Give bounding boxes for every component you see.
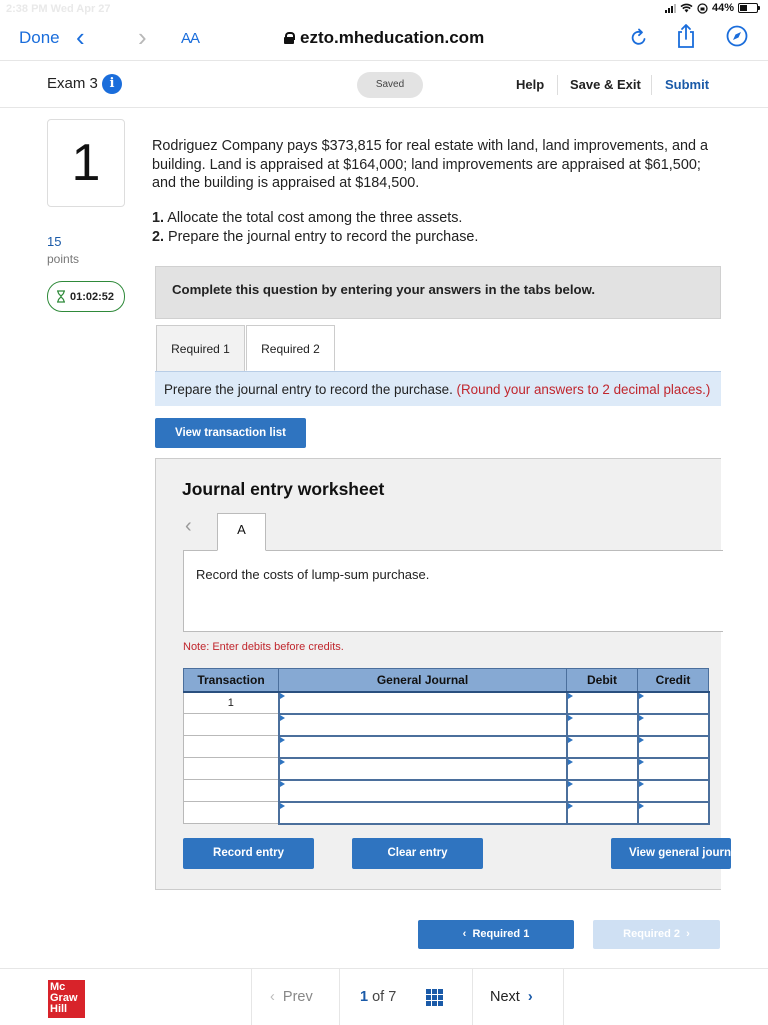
status-indicators [665,2,758,14]
prompt-text: Prepare the journal entry to record the purchase. (Round your answers to 2 decimal places.) [164,382,711,397]
entry-description: Record the costs of lump-sum purchase. [196,567,430,582]
credit-input[interactable] [638,758,709,780]
general-journal-input[interactable] [279,780,567,802]
address-bar[interactable] [284,28,484,48]
question-step: 2. Prepare the journal entry to record the purchase. [152,229,479,245]
divider [557,75,558,95]
share-icon[interactable] [675,23,697,49]
view-general-journal-button[interactable]: View general journal [611,838,731,869]
exam-title: Exam 3 [47,75,98,92]
view-transaction-list-button[interactable]: View transaction list [155,418,306,448]
signal-icon [665,3,676,13]
exam-header [0,60,768,108]
credit-input[interactable] [638,736,709,758]
question-steps [152,209,478,247]
saved-status-badge: Saved [357,72,423,98]
clear-entry-button[interactable]: Clear entry [352,838,483,869]
chevron-right-icon: › [686,928,690,940]
wifi-icon [680,3,693,13]
divider [251,969,252,1025]
prev-button[interactable]: ‹ Prev [270,989,313,1005]
credit-input[interactable] [638,802,709,824]
previous-entry-chevron-icon[interactable]: ‹ [185,515,192,537]
debit-input[interactable] [567,758,638,780]
general-journal-input[interactable] [279,758,567,780]
save-exit-link[interactable]: Save & Exit [570,77,641,92]
table-row [184,802,709,824]
reload-icon[interactable] [629,26,649,48]
credit-input[interactable] [638,692,709,714]
timer-badge [47,281,125,312]
back-chevron-icon[interactable]: ‹ [76,22,85,52]
submit-link[interactable]: Submit [665,77,710,92]
points-value: 15 [47,234,62,249]
help-link[interactable]: Help [516,77,545,92]
transaction-cell [184,802,279,824]
tab-required-1[interactable]: Required 1 [156,325,245,371]
question-text: Rodriguez Company pays $373,815 for real estate with land, land improvements, and a building. Land is appraised at $164,000; land improvements are appraised at $61,500; and the building is appraised at $184,500. [152,138,708,191]
points-label: points [47,252,80,266]
divider [472,969,473,1025]
divider [651,75,652,95]
question-number: 1 [47,119,125,207]
debit-input[interactable] [567,736,638,758]
status-time: 2:38 PM Wed Apr 27 [6,3,111,15]
grid-icon[interactable] [426,989,443,1006]
compass-icon[interactable] [726,25,748,47]
column-header: Debit [567,669,638,692]
debit-input[interactable] [567,714,638,736]
rounding-note: (Round your answers to 2 decimal places.) [456,382,711,397]
transaction-cell: 1 [184,692,279,714]
timer-text: 01:02:52 [70,290,115,303]
transaction-cell [184,714,279,736]
column-header: General Journal [279,669,567,692]
table-row [184,758,709,780]
general-journal-input[interactable] [279,692,567,714]
mcgraw-hill-logo: Mc Graw Hill [48,980,85,1018]
divider [563,969,564,1025]
general-journal-input[interactable] [279,714,567,736]
transaction-cell [184,758,279,780]
general-journal-input[interactable] [279,802,567,824]
debit-credit-note: Note: Enter debits before credits. [183,641,344,653]
table-row [184,714,709,736]
text-size-button[interactable]: AA [181,30,200,47]
orientation-lock-icon [697,3,708,14]
debit-input[interactable] [567,692,638,714]
done-button[interactable]: Done [19,28,60,47]
table-row [184,736,709,758]
info-icon[interactable]: i [102,74,122,94]
instruction-text: Complete this question by entering your answers in the tabs below. [172,282,596,297]
tab-required-2[interactable]: Required 2 [246,325,335,371]
credit-input[interactable] [638,714,709,736]
transaction-cell [184,780,279,802]
journal-table [183,668,710,825]
status-bar [0,0,768,18]
forward-chevron-icon[interactable]: › [138,22,147,52]
footer-nav [0,968,768,1024]
worksheet-title: Journal entry worksheet [182,479,385,499]
battery-percent: 44% [711,2,734,14]
general-journal-input[interactable] [279,736,567,758]
required-1-prev-button[interactable]: ‹ Required 1 [418,920,574,949]
table-row [184,780,709,802]
instruction-banner [155,266,721,319]
debit-input[interactable] [567,780,638,802]
divider [339,969,340,1025]
debit-input[interactable] [567,802,638,824]
prompt-bar [155,371,721,406]
record-entry-button[interactable]: Record entry [183,838,314,869]
chevron-right-icon: › [527,989,533,1005]
chevron-left-icon: ‹ [270,989,275,1005]
url-text: ezto.mheducation.com [300,28,485,47]
transaction-cell [184,736,279,758]
chevron-left-icon: ‹ [462,928,467,940]
hourglass-icon [56,290,66,303]
table-row [184,692,709,714]
battery-icon [738,3,758,13]
browser-toolbar [0,18,768,60]
column-header: Transaction [184,669,279,692]
next-button[interactable]: Next › [490,989,533,1005]
tab-entry-a[interactable]: A [217,513,266,551]
journal-entry-worksheet [155,458,741,890]
column-header: Credit [638,669,709,692]
required-2-next-button[interactable]: Required 2 › [593,920,720,949]
entry-description-box [183,550,723,632]
page-indicator: 1 of 7 [360,989,397,1005]
question-step: 1. Allocate the total cost among the three assets. [152,210,463,226]
lock-icon [284,32,294,44]
credit-input[interactable] [638,780,709,802]
